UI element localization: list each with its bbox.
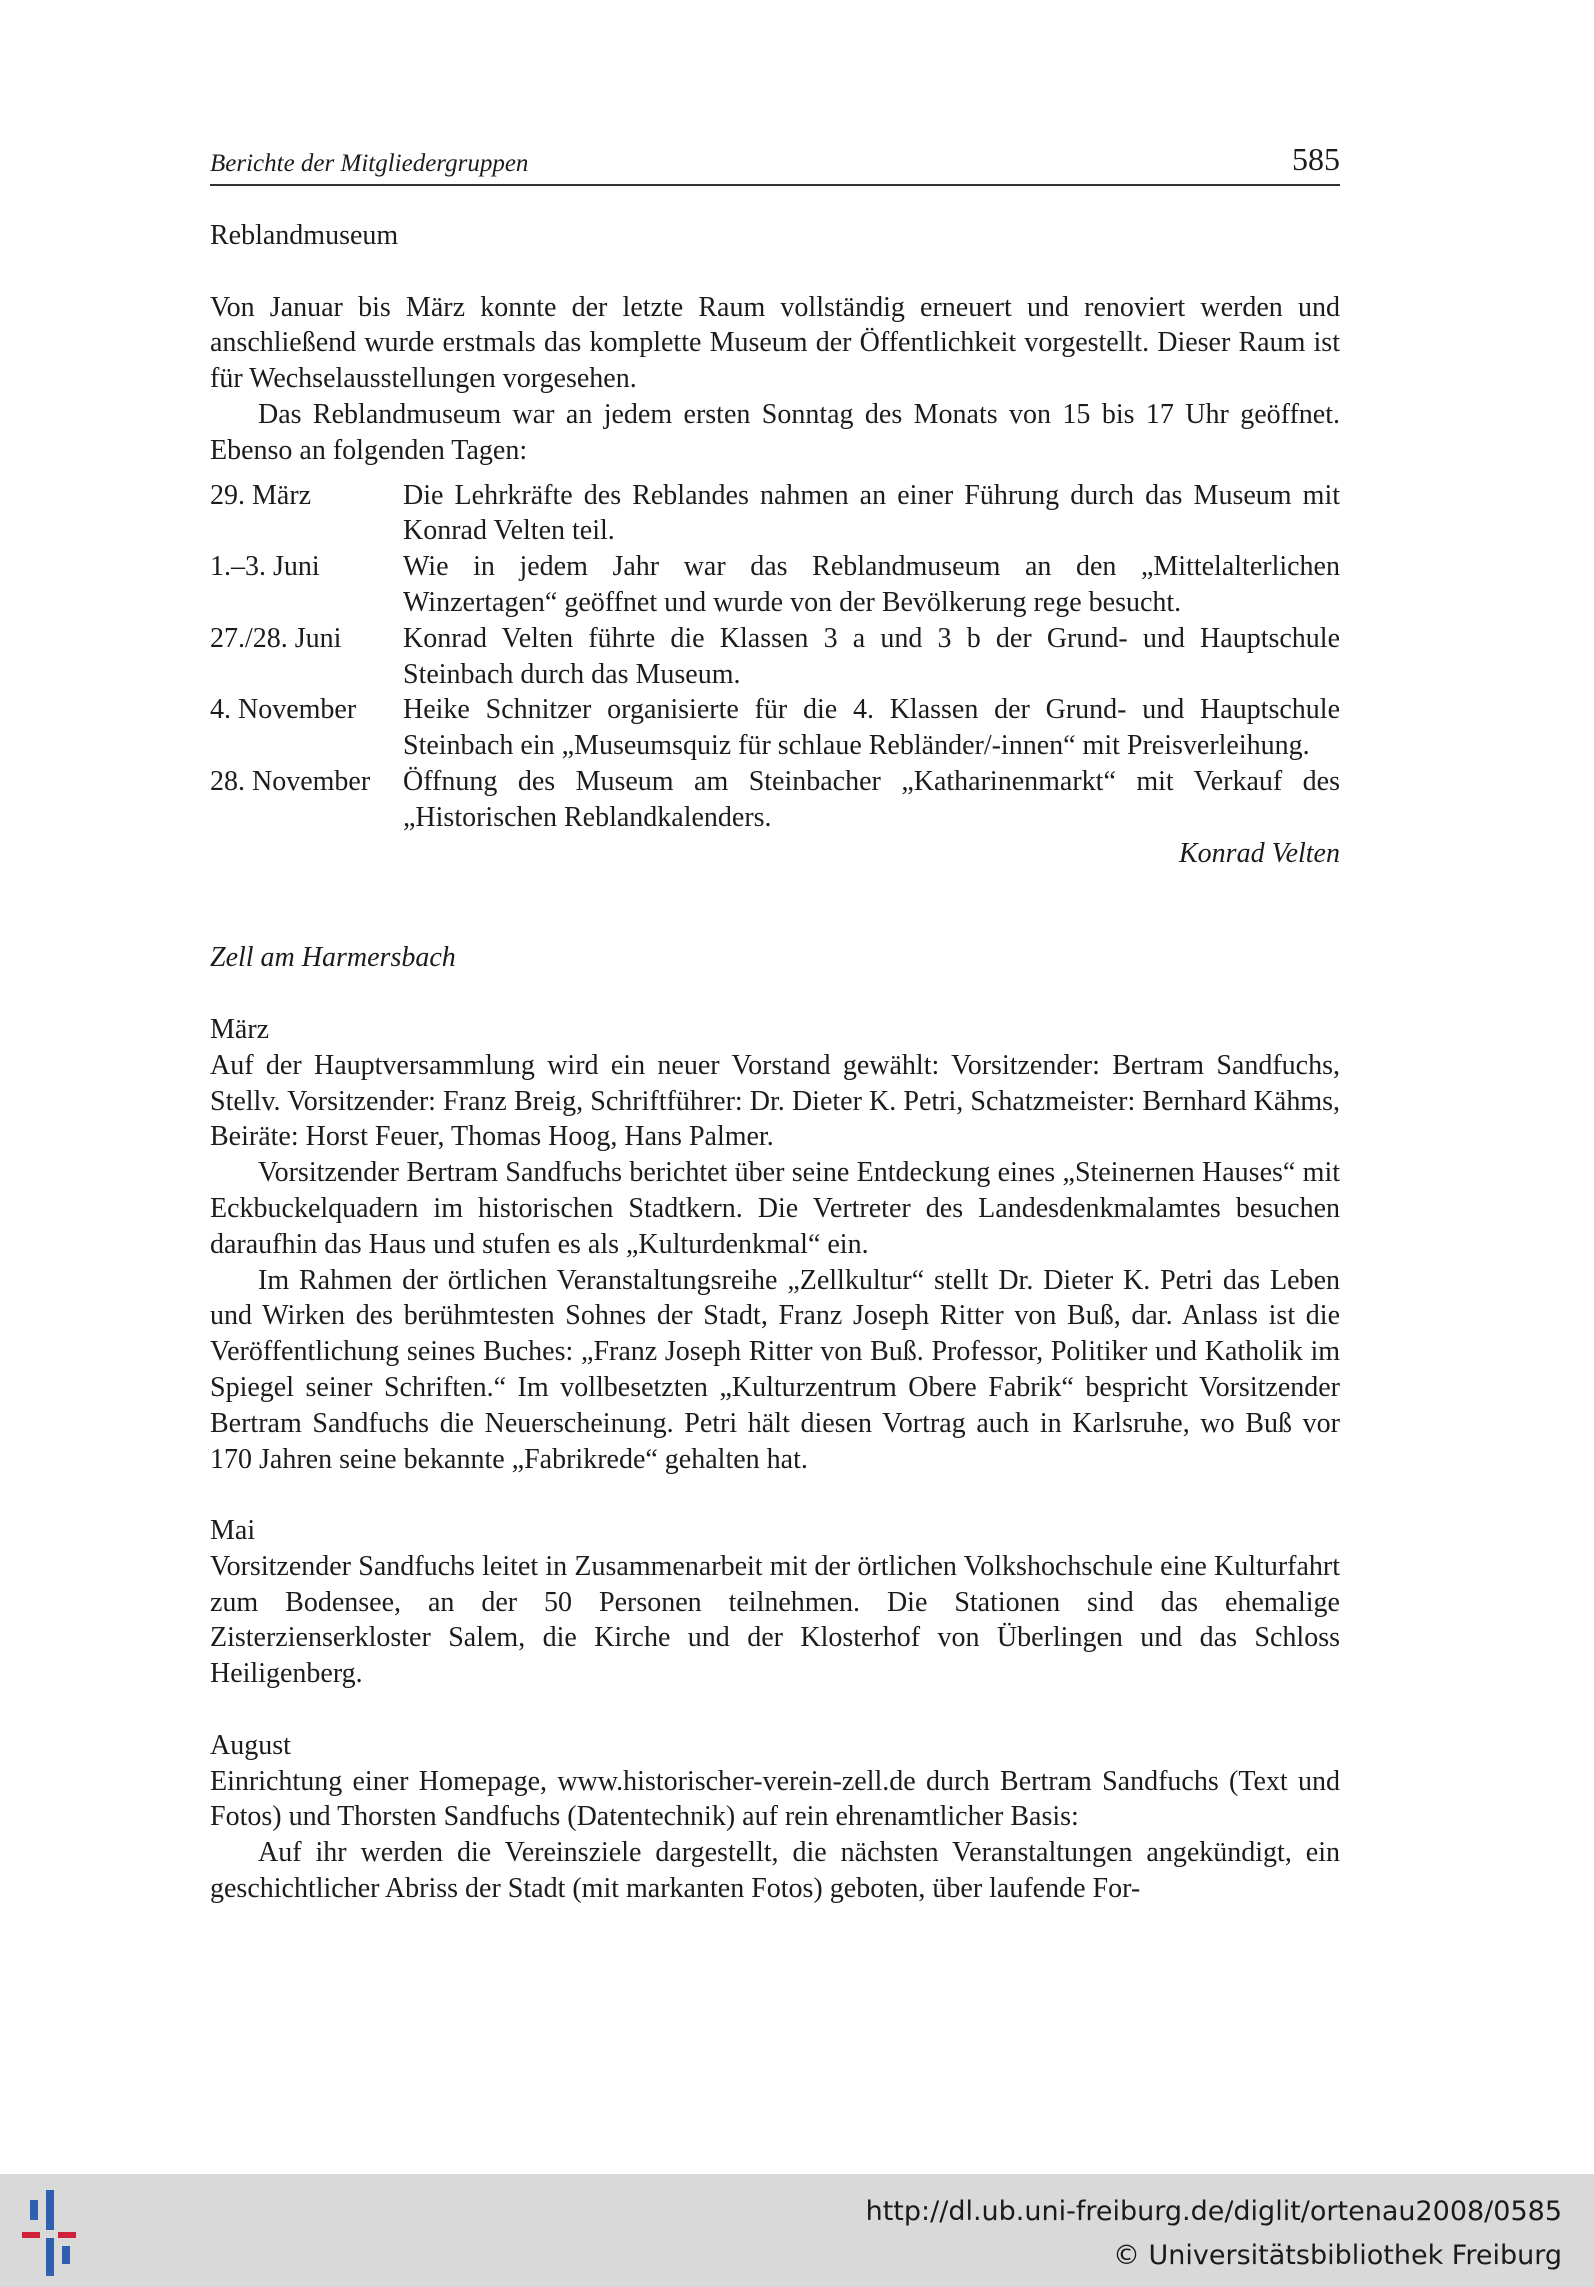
event-item: [210, 621, 1340, 693]
month-heading-mai: Mai: [210, 1515, 256, 1547]
paragraph: Das Reblandmuseum war an jedem ersten Sonntag des Monats von 15 bis 17 Uhr geöffnet. Ebenso an folgenden Tagen:: [210, 398, 1340, 466]
source-url-link[interactable]: http://dl.ub.uni-freiburg.de/diglit/ortenau2008/0585: [865, 2196, 1562, 2227]
event-date: 4. November: [210, 694, 357, 726]
page-body: [210, 218, 1340, 1907]
event-date: 29. März: [210, 479, 312, 511]
event-date: 27./28. Juni: [210, 622, 342, 654]
month-heading-august: August: [210, 1729, 291, 1761]
footer-bar: [0, 2174, 1594, 2287]
paragraph: Einrichtung einer Homepage, www.historischer-verein-zell.de durch Bertram Sandfuchs (Text und Fotos) und Thorsten Sandfuchs (Datentechnik) auf rein ehrenamtlicher Basis:: [210, 1765, 1340, 1833]
event-text: Heike Schnitzer organisierte für die 4. Klassen der Grund- und Hauptschule Steinbach ein „Museumsquiz für schlaue Rebländer/-innen“ mit Preisverleihung.: [403, 694, 1340, 762]
event-text: Konrad Velten führte die Klassen 3 a und 3 b der Grund- und Hauptschule Steinbach durch das Museum.: [403, 622, 1340, 690]
paragraph: Im Rahmen der örtlichen Veranstaltungsreihe „Zellkultur“ stellt Dr. Dieter K. Petri das Leben und Wirken des berühmtesten Sohnes der Stadt, Franz Joseph Ritter von Buß, dar. Anlass ist die Veröffentlichung seines Buches: „Franz Joseph Ritter von Buß. Professor, Politiker und Katholik im Spiegel seiner Schriften.“ Im vollbesetzten „Kulturzentrum Obere Fabrik“ bespricht Vorsitzender Bertram Sandfuchs die Neuerscheinung. Petri hält diesen Vortrag auch in Karlsruhe, wo Buß vor 170 Jahren seine bekannte „Fabrikrede“ gehalten hat.: [210, 1264, 1340, 1475]
author-signature: Konrad Velten: [1179, 837, 1340, 869]
paragraph: Vorsitzender Sandfuchs leitet in Zusammenarbeit mit der örtlichen Volkshochschule eine Kulturfahrt zum Bodensee, an der 50 Personen teilnehmen. Die Stationen sind das ehemalige Zisterzienserkloster Salem, die Kirche und der Klosterhof von Überlingen und das Schloss Heiligenberg.: [210, 1550, 1340, 1690]
copyright-notice: © Universitätsbibliothek Freiburg: [1112, 2240, 1562, 2271]
ub-freiburg-logo-icon: [22, 2190, 100, 2276]
event-date: 1.–3. Juni: [210, 551, 320, 583]
event-text: Öffnung des Museum am Steinbacher „Katharinenmarkt“ mit Verkauf des „Historischen Reblandkalenders.: [403, 765, 1340, 833]
event-item: [210, 692, 1340, 764]
running-header: [210, 138, 1340, 186]
event-item: [210, 478, 1340, 550]
section-heading-zell: Zell am Harmersbach: [210, 942, 456, 974]
running-title: Berichte der Mitgliedergruppen: [210, 150, 529, 177]
event-date: 28. November: [210, 765, 371, 797]
paragraph: Vorsitzender Bertram Sandfuchs berichtet über seine Entdeckung eines „Steinernen Hauses“ mit Eckbuckelquadern im historischen Stadtkern. Die Vertreter des Landesdenkmalamtes besuchen daraufhin das Haus und stufen es als „Kulturdenkmal“ ein.: [210, 1157, 1340, 1260]
event-item: [210, 549, 1340, 621]
event-text: Die Lehrkräfte des Reblandes nahmen an einer Führung durch das Museum mit Konrad Velten teil.: [403, 479, 1340, 547]
event-list: [210, 478, 1340, 836]
paragraph: Von Januar bis März konnte der letzte Raum vollständig erneuert und renoviert werden und anschließend wurde erstmals das komplette Museum der Öffentlichkeit vorgestellt. Dieser Raum ist für Wechselausstellungen vorgesehen.: [210, 291, 1340, 395]
section-heading-reblandmuseum: Reblandmuseum: [210, 220, 399, 251]
month-heading-maerz: März: [210, 1013, 270, 1045]
event-item: [210, 764, 1340, 836]
section-zell-am-harmersbach: [210, 940, 1340, 1907]
event-text: Wie in jedem Jahr war das Reblandmuseum an den „Mittelalterlichen Winzertagen“ geöffnet und wurde von der Bevölkerung rege besucht.: [403, 551, 1340, 618]
paragraph: Auf ihr werden die Vereinsziele dargestellt, die nächsten Veranstaltungen angekündigt, ein geschichtlicher Abriss der Stadt (mit markanten Fotos) geboten, über laufende For-: [210, 1837, 1340, 1905]
page-number: 585: [1292, 141, 1340, 177]
section-reblandmuseum: [210, 218, 1340, 871]
paragraph: Auf der Hauptversammlung wird ein neuer Vorstand gewählt: Vorsitzender: Bertram Sandfuchs, Stellv. Vorsitzender: Franz Breig, Schriftführer: Dr. Dieter K. Petri, Schatzmeister: Bernhard Kähms, Beiräte: Horst Feuer, Thomas Hoog, Hans Palmer.: [210, 1049, 1340, 1153]
